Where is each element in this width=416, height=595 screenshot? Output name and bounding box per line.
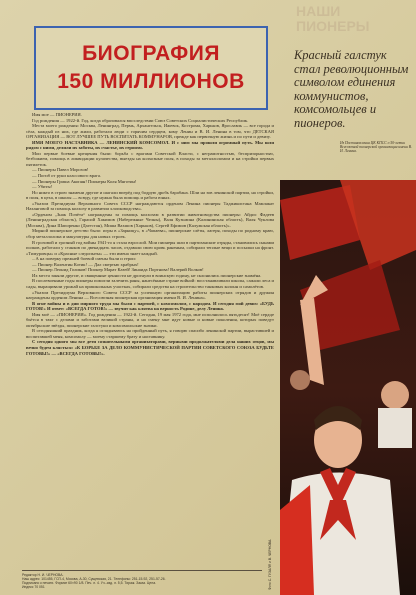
article-paragraph: В послевоенные годы пионеры помогли залечить раны, нанесённые стране войной: восстанавливали школы, сажали леса и сады, выращивали урожай на пришкольных участках, собирали средства на строительство танковых колонн и самолётов. [26, 278, 274, 289]
title-frame [34, 26, 268, 110]
article-paragraph: — Пионеры Павел Морозов! [32, 167, 89, 173]
article-paragraph: Но никто в строю знамени другие и шагали вперёд под бодрую дробь барабана. Шли на зов ленинской партии, на стройки, в поля, в цеха, в школы — всюду, где нужна была помощь и работа юных. [26, 189, 274, 201]
article-paragraph: ...А на поверку прежней боевой смены были и герои: [32, 256, 137, 262]
article-paragraph: ИМЯ МОЕГО НАСТАВНИКА — ЛЕНИНСКИЙ КОМСОМОЛ. И с ним мы прошли огромный путь. Мы шли рядом с ними, делили их заботы, их счастье, их героизм. [26, 139, 274, 151]
title-line-2: 150 МИЛЛИОНОВ [57, 70, 245, 93]
article-paragraph: В сегодняшний праздник, когда я оглядываюсь на пройденный путь, я говорю спасибо ленинской партии, вырастившей и воспитавшей меня, комсомолу — моему старшему брату и наставнику. [26, 328, 274, 339]
article-paragraph: Их места заняли другие, и священные ценности не дрогнули в воинскую годину, не склонились пионерские знамёна. [32, 272, 262, 278]
footer-imprint [22, 570, 262, 592]
article-paragraph: Места моего рождения: Москва, Ленинград, Пермь, Архангельск, Ижевск, Кострома, Харьков, Ярославль — все города и сёла, каждый из них, где жили, работали люди с горячим сердцем, кому Ленин и В. И. Ленина в том, что ДЕТСКАЯ ОРГАНИЗАЦИЯ — ВОТ ЛУЧШЕЕ ПУТЬ ВОСПИТАТЬ КОММУНАРОВ, прежде как первичную жизнь и по пути и девизу. [26, 123, 274, 140]
article-paragraph: В грозовой и грозный год войны 1941-го я стала взрослой. Мои пионеры шли в партизанские отряды, становились сынами полков, работали у станков по двенадцать часов, отдавали свою кровь раненым, собирали теплые вещи и посылки на фронт. «Тимуровцы» и «Красные следопыты» — эти имена знает каждый. [26, 239, 274, 256]
article-paragraph: — Пионер Валентин Котик! — Дал смертью храбрых! [32, 261, 139, 267]
footer-printing: Подписано к печати. Формат 60×90 1/8. Печ. л. 4. Уч.-изд. л. 5,5. Тираж. Заказ. Цена. [22, 581, 157, 585]
article-paragraph: — Убиты! [32, 184, 53, 190]
article-paragraph: Год рождения — 1922-й. Год, когда образовался впоследствии Союз Советских Социалистических Республик. [32, 117, 249, 123]
article-paragraph: Имя мое — ПИОНЕРИЯ. [32, 112, 82, 117]
footer-editor: Редактор Н. И. ЧЕРНОВА. [22, 573, 64, 577]
article-column [22, 18, 277, 566]
photo-credit: Фото С. ГУЗАЛЯ и В. ЧЕРНОВА. [268, 538, 272, 590]
footer-divider [22, 570, 262, 571]
article-paragraph: В огне войны и в дни мирного труда мы были с партией, с комсомолом, с народом. И сегодня мой девиз: «БУДЬ ГОТОВ!» И ответ: «ВСЕГДА ГОТОВ!» — звучит как клятва на верность Родине, делу Ленина. [26, 300, 274, 312]
footer-index: Индекс 70 051 [22, 585, 45, 589]
faded-page-header: НАШИ ПИОНЕРЫ [296, 4, 370, 34]
article-paragraph: Имя моё — «ПИОНЕРИЯ». Год рождения — 1922-й. Сегодня, 19 мая 1972 года, мне исполнилось пятьдесят! Моё сердце бьётся в такт с делами и заботами великой страны, и на смену мне идут новые и новые поколения, которых поведут октябрьские звёзды, пионерские галстуки и комсомольские значки. [26, 311, 274, 328]
article-paragraph: — Пионер Леонид Голиков! Пионер Марат Казей! Зинаида Портнова! Валерий Волков! [32, 267, 204, 273]
title-line-1: БИОГРАФИЯ [82, 42, 220, 65]
footer-address: Наш адрес: 101455, ГСП-4, Москва, А-30, Сущевская, 21. Телефоны: 251-15-92, 251-57-26. [22, 577, 166, 581]
article-paragraph: С сегодня одного мы все дети сознательными организаторами, верными продолжателями дела наших отцов, мы вечно будем клясться: «К БОРЬБЕ ЗА ДЕЛО КОММУНИСТИЧЕСКОЙ ПАРТИИ СОВЕТСКОГО СОЮЗА БУДЬТЕ ГОТОВЫ!» — «ВСЕГДА ГОТОВЫ!». [26, 339, 274, 356]
article-paragraph: — Погиб от руки классового врага. [32, 173, 102, 179]
article-body [26, 112, 274, 564]
article-paragraph: Мирной пионерское детство было: игры в «Зарницу», в «Чапаева», пионерские слёты, лагеря, походы по родному краю, сбор металлолома и макулатуры для новых строек. [26, 228, 274, 240]
article-paragraph: «Указом Президиума Верховного Совета СССР награждаются орденом Ленина пионеры Таджикистана Мамлакат Наханговой за помощь колхозу в развитии хлопководства». [26, 200, 274, 212]
article-paragraph: — Пионеры Гриша Акопян! Пионеры Коля Мяготин! [32, 178, 137, 184]
tagline-quote: Красный галстук стал революционным символом единения коммунистов, комсомольцев и пионеров. [294, 48, 409, 130]
pioneer-photo [280, 180, 416, 595]
article-paragraph: Мои первые боевые крещения были: борьба с врагами Советской Власти, с неграмотностью, беспризорностью, безбожием, помощь в ликвидации кулачества, выезды на колхозные поля, в походы за металлоломом и на стройки первых пятилеток. [26, 150, 274, 167]
article-paragraph: «Указом Президиума Верховного Совета СССР за успешную организацию работы пионерских отрядов и дружин награждены орденом Ленина — Всесоюзная пионерская организация имени В. И. Ленина». [26, 289, 274, 301]
pioneer-photo-illustration [280, 180, 416, 595]
article-paragraph: «Орденом „Знак Почёта“ награждены за помощь колхозам в развитии животноводства пионеры: Айдис Фадеев (Ленинградская область), Гарасий Хакимов (Набережные Челны), Валя Кузьмина (Калининская область), Валя Чуклова (Москва), Дина Шапоренко (Дагестан), Миша Вахшов (Харьков), Сергей Ефимов (Калужская область)». [26, 211, 274, 228]
quote-source-caption: Из Постановления ЦК КПСС о 50-летии Всесоюзной пионерской организации имени В. И. Ленина. [340, 141, 412, 154]
